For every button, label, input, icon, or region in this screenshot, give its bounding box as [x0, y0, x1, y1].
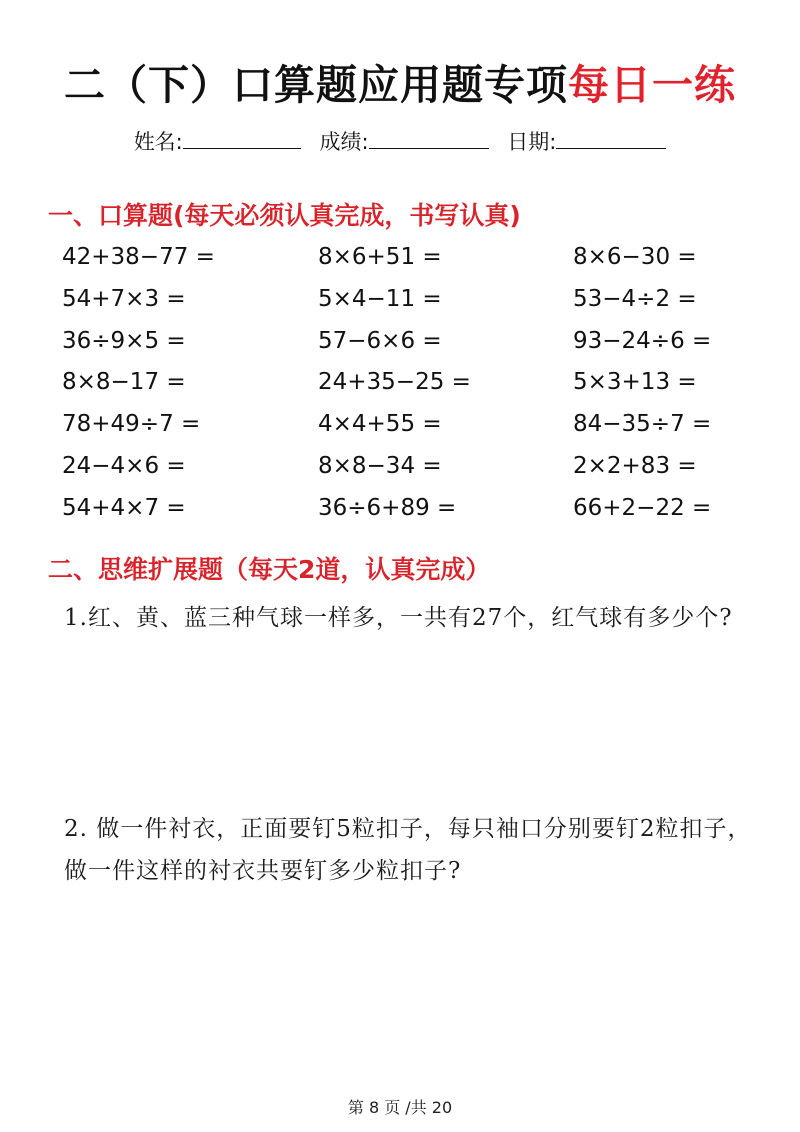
math-row: [62, 286, 762, 328]
score-label: 成绩:: [319, 130, 369, 154]
math-problem: 8×8−17 =: [62, 369, 186, 396]
math-problem: 4×4+55 =: [318, 411, 442, 438]
score-blank: [369, 128, 489, 149]
math-problem: 8×6−30 =: [573, 244, 697, 270]
mental-math-grid: [62, 244, 762, 537]
math-problem: 5×3+13 =: [573, 369, 697, 396]
math-problem: 36÷9×5 =: [62, 327, 186, 354]
section2-heading: 二、思维扩展题（每天2道，认真完成）: [48, 555, 491, 584]
name-label: 姓名:: [133, 130, 183, 154]
math-row: [62, 369, 762, 411]
word-problem-1: 1.红、黄、蓝三种气球一样多，一共有27个，红气球有多少个?: [64, 605, 733, 631]
math-problem: 54+4×7 =: [62, 494, 186, 521]
date-blank: [556, 128, 666, 149]
date-label: 日期:: [507, 130, 557, 154]
math-problem: 84−35÷7 =: [573, 411, 712, 438]
math-problem: 42+38−77 =: [62, 244, 215, 270]
name-blank: [183, 128, 301, 149]
math-row: [62, 453, 762, 495]
math-problem: 5×4−11 =: [318, 285, 442, 312]
math-problem: 24−4×6 =: [62, 452, 186, 479]
math-row: [62, 411, 762, 453]
math-problem: 78+49÷7 =: [62, 411, 201, 438]
math-row: [62, 244, 762, 286]
math-problem: 8×6+51 =: [318, 244, 442, 270]
name-field: [134, 126, 301, 156]
math-problem: 66+2−22 =: [573, 494, 712, 521]
title-main: 二（下）口算题应用题专项: [64, 61, 568, 109]
math-row: [62, 495, 762, 537]
math-problem: 8×8−34 =: [318, 452, 442, 479]
math-problem: 93−24÷6 =: [573, 327, 712, 354]
title-highlight: 每日一练: [568, 61, 736, 109]
math-problem: 53−4÷2 =: [573, 285, 697, 312]
section1-heading: 一、口算题(每天必须认真完成，书写认真): [48, 201, 521, 230]
math-problem: 2×2+83 =: [573, 452, 697, 479]
math-problem: 24+35−25 =: [318, 369, 471, 396]
page-number: 第 8 页 /共 20: [347, 1098, 453, 1117]
math-problem: 57−6×6 =: [318, 327, 442, 354]
math-row: [62, 328, 762, 370]
math-problem: 36÷6+89 =: [318, 494, 457, 521]
word-problem-2: 2. 做一件衬衣，正面要钉5粒扣子，每只袖口分别要钉2粒扣子，做一件这样的衬衣共要钉多少粒扣子?: [64, 816, 752, 884]
page-title: [0, 52, 800, 111]
math-problem: 54+7×3 =: [62, 285, 186, 312]
date-field: [507, 126, 666, 156]
score-field: [319, 126, 488, 156]
student-info-line: [0, 126, 800, 156]
